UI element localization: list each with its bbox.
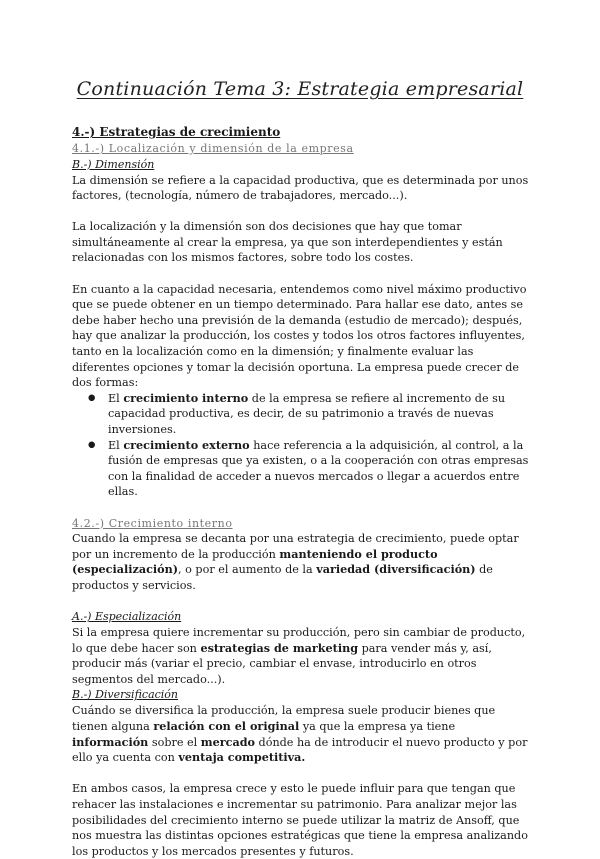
- heading-diversificacion: B.-) Diversificación: [72, 688, 179, 702]
- paragraph-diversificacion: Cuándo se diversifica la producción, la empresa suele producir bienes que tienen alguna relación con el original ya que la empresa ya tiene información sobre el mercado dónde ha de introducir el nuevo producto y por ello ya cuenta con ventaja competitiva.: [72, 704, 528, 765]
- heading-especializacion: A.-) Especialización: [72, 610, 182, 624]
- heading-dimension: B.-) Dimensión: [72, 157, 155, 171]
- paragraph-especializacion: Si la empresa quiere incrementar su producción, pero sin cambiar de producto, lo que debe hacer son estrategias de marketing para vender más y, así, producir más (variar el precio, cambiar el envase, introducirlo en otros segmentos del mercado...).: [72, 626, 526, 686]
- paragraph-capacidad: En cuanto a la capacidad necesaria, entendemos como nivel máximo productivo que se puede obtener en un tiempo determinado. Para hallar ese dato, antes se debe haber hecho una previsión de la demanda (estudio de mercado); después, hay que analizar la producción, los costes y todos los otros factores influyentes, tanto en la localización como en la dimensión; y finalmente evaluar las diferentes opciones y tomar la decisión oportuna. La empresa puede crecer de dos formas:: [72, 282, 527, 390]
- document-body: [72, 124, 532, 859]
- list-item-crecimiento-interno: ● El crecimiento interno de la empresa se refiere al incremento de su capacidad productiva, es decir, de su patrimonio a través de nuevas inversiones.: [108, 391, 532, 438]
- document-title: Continuación Tema 3: Estrategia empresarial: [76, 78, 524, 100]
- paragraph-ambos-casos: En ambos casos, la empresa crece y esto le puede influir para que tengan que rehacer las instalaciones e incrementar su patrimonio. Para analizar mejor las posibilidades del crecimiento interno se puede utilizar la matriz de Ansoff, que nos muestra las distintas opciones estratégicas que tiene la empresa analizando los productos y los mercados presentes y futuros.: [72, 782, 528, 858]
- subsection-heading-crecimiento-interno: 4.2.-) Crecimiento interno: [72, 516, 233, 530]
- list-item-crecimiento-externo: ● El crecimiento externo hace referencia a la adquisición, al control, a la fusión de empresas que ya existen, o a la cooperación con otras empresas con la finalidad de acceder a nuevos mercados o llegar a acuerdos entre ellas.: [108, 438, 532, 500]
- paragraph-dimension: La dimensión se refiere a la capacidad productiva, que es determinada por unos factores, (tecnología, número de trabajadores, mercado...).: [72, 173, 529, 203]
- paragraph-crecimiento: Cuando la empresa se decanta por una estrategia de crecimiento, puede optar por un incremento de la producción manteniendo el producto (especialización), o por el aumento de la variedad (diversificación) de productos y servicios.: [72, 532, 519, 592]
- growth-forms-list: [72, 391, 532, 500]
- paragraph-localizacion: La localización y la dimensión son dos decisiones que hay que tomar simultáneamente al crear la empresa, ya que son interdependientes y están relacionadas con los mismos factores, sobre todo los costes.: [72, 220, 503, 265]
- subsection-heading-localizacion: 4.1.-) Localización y dimensión de la empresa: [72, 142, 354, 155]
- section-heading: 4.-) Estrategias de crecimiento: [72, 125, 281, 139]
